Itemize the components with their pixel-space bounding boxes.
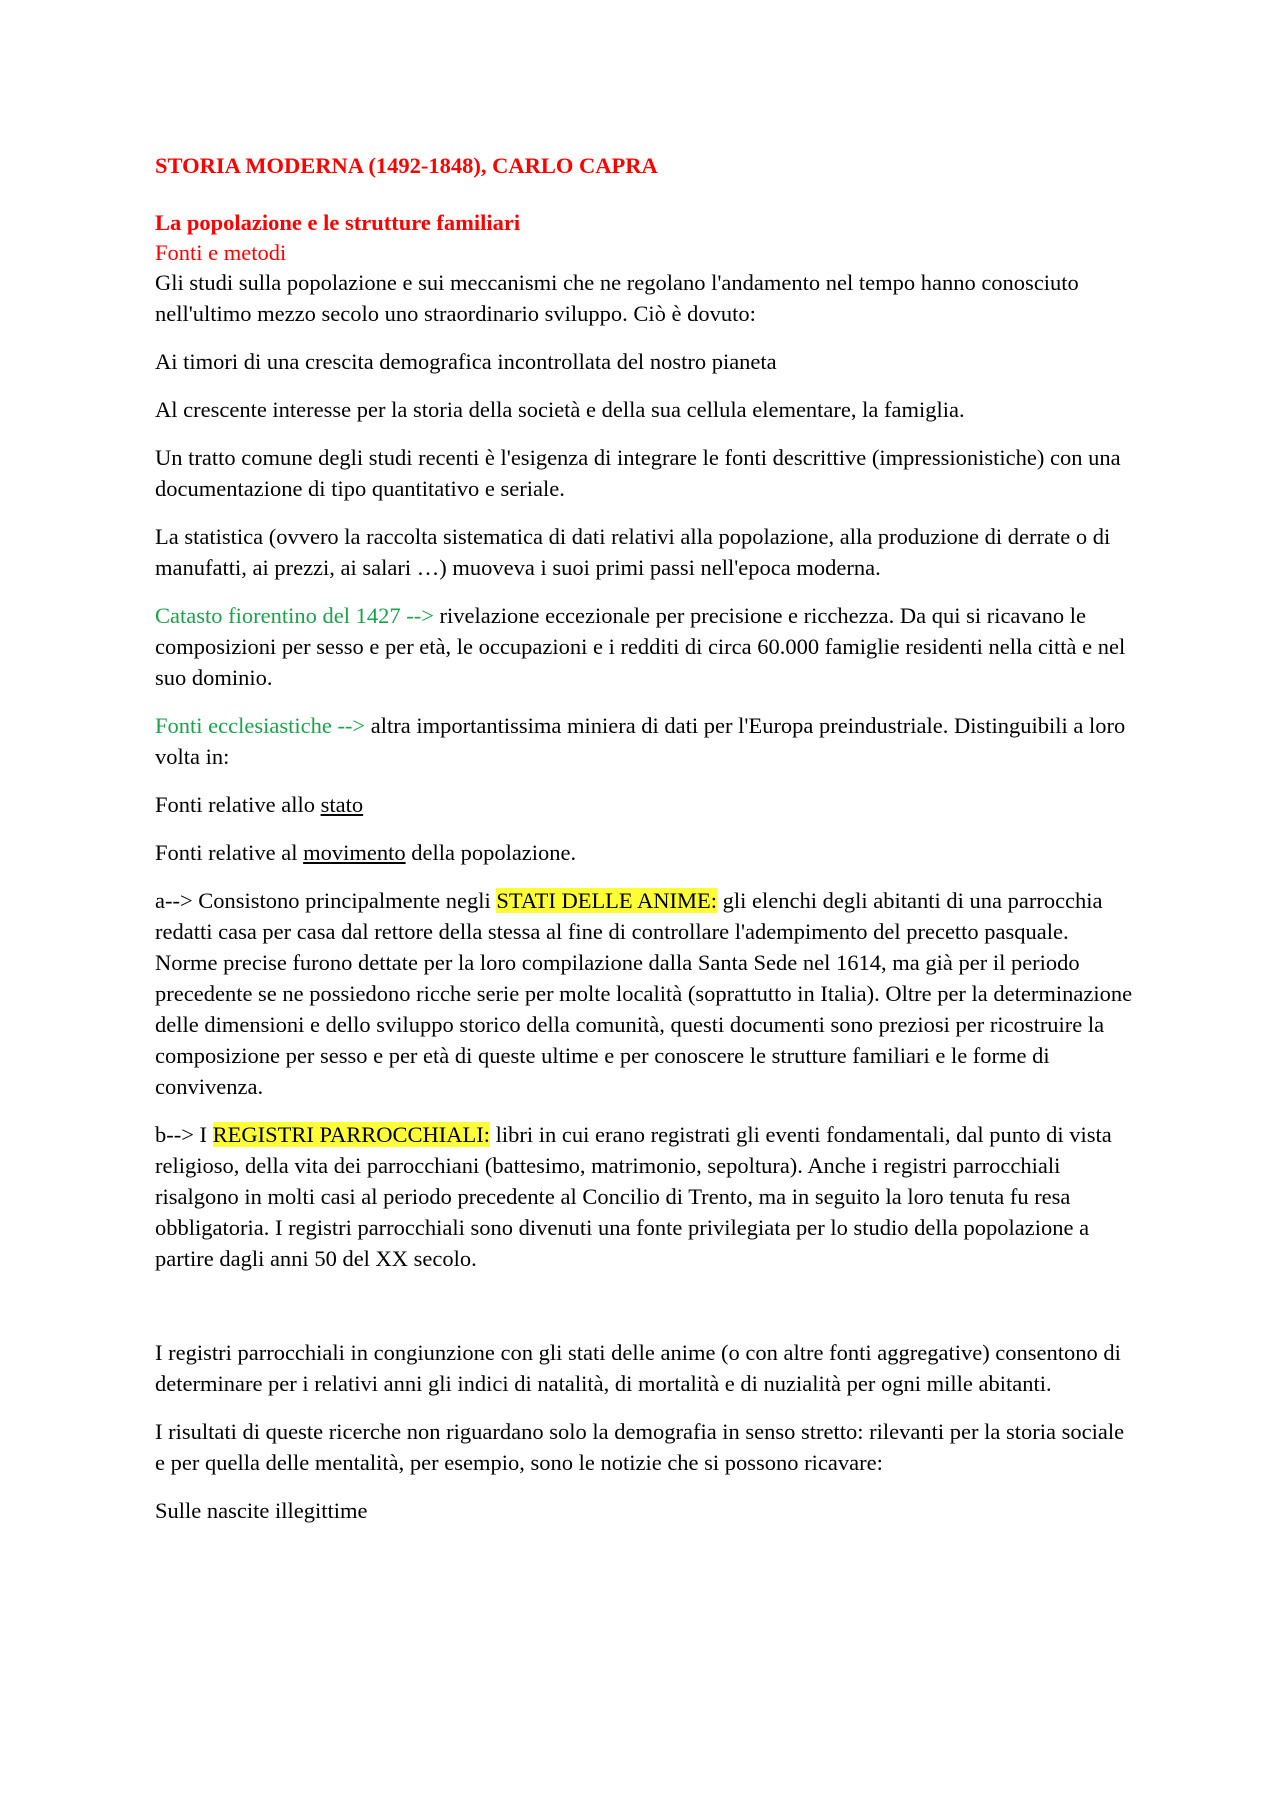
paragraph-registri bbox=[155, 1119, 1135, 1274]
registri-text: libri in cui erano registrati gli eventi fondamentali, dal punto di vista religioso, della vita dei parrocchiani (battesimo, matrimonio, sepoltura). Anche i registri parrocchiali risalgono in molti casi al periodo precedente al Concilio di Trento, ma in seguito la loro tenuta fu resa obbligatoria. I registri parrocchiali sono divenuti una fonte privilegiata per lo studio della popolazione a partire dagli anni 50 del XX secolo. bbox=[155, 1122, 1112, 1271]
paragraph-ecclesiastical bbox=[155, 710, 1135, 772]
paragraph-stati-anime bbox=[155, 885, 1135, 1102]
movimento-underlined: movimento bbox=[303, 840, 406, 865]
paragraph-risultati: I risultati di queste ricerche non riguardano solo la demografia in senso stretto: rilevanti per la storia sociale e per quella delle mentalità, per esempio, sono le notizie che si possono ricavare: bbox=[155, 1419, 1125, 1475]
document-title: STORIA MODERNA (1492-1848), CARLO CAPRA bbox=[155, 153, 658, 178]
registri-prefix: b--> I bbox=[155, 1122, 213, 1147]
paragraph-intro: Gli studi sulla popolazione e sui meccanismi che ne regolano l'andamento nel tempo hanno conosciuto nell'ultimo mezzo secolo uno straordinario sviluppo. Ciò è dovuto: bbox=[155, 270, 1079, 326]
stati-anime-prefix: a--> Consistono principalmente negli bbox=[155, 888, 497, 913]
term-catasto: Catasto fiorentino del 1427 --> bbox=[155, 603, 434, 628]
paragraph-stato bbox=[155, 789, 1135, 820]
stato-underlined: stato bbox=[320, 792, 364, 817]
paragraph-reason-2: Al crescente interesse per la storia della società e della sua cellula elementare, la famiglia. bbox=[155, 397, 965, 422]
stati-anime-text: gli elenchi degli abitanti di una parrocchia redatti casa per casa dal rettore della stessa al fine di controllare l'adempimento del precetto pasquale. Norme precise furono dettate per la loro compilazione dalla Santa Sede nel 1614, ma già per il periodo precedente se ne possiedono ricche serie per molte località (soprattutto in Italia). Oltre per la determinazione delle dimensioni e dello sviluppo storico della comunità, questi documenti sono preziosi per ricostruire la composizione per sesso e per età di queste ultime e per conoscere le strutture familiari e le forme di convivenza. bbox=[155, 888, 1133, 1099]
section-title: La popolazione e le strutture familiari bbox=[155, 210, 521, 235]
term-ecclesiastical: Fonti ecclesiastiche --> bbox=[155, 713, 366, 738]
paragraph-common-trait: Un tratto comune degli studi recenti è l'esigenza di integrare le fonti descrittive (impressionistiche) con una documentazione di tipo quantitativo e seriale. bbox=[155, 445, 1121, 501]
paragraph-movimento bbox=[155, 837, 1135, 868]
paragraph-indici: I registri parrocchiali in congiunzione con gli stati delle anime (o con altre fonti aggregative) consentono di determinare per i relativi anni gli indici di natalità, di mortalità e di nuzialità per ogni mille abitanti. bbox=[155, 1340, 1121, 1396]
paragraph-catasto bbox=[155, 600, 1135, 693]
ecclesiastical-text: altra importantissima miniera di dati per l'Europa preindustriale. Distinguibili a loro volta in: bbox=[155, 713, 1126, 769]
highlight-registri: REGISTRI PARROCCHIALI: bbox=[212, 1122, 490, 1147]
paragraph-nascite: Sulle nascite illegittime bbox=[155, 1498, 368, 1523]
stato-prefix: Fonti relative allo bbox=[155, 792, 321, 817]
paragraph-statistics: La statistica (ovvero la raccolta sistematica di dati relativi alla popolazione, alla produzione di derrate o di manufatti, ai prezzi, ai salari …) muoveva i suoi primi passi nell'epoca moderna. bbox=[155, 524, 1111, 580]
highlight-stati-anime: STATI DELLE ANIME: bbox=[496, 888, 718, 913]
movimento-suffix: della popolazione. bbox=[405, 840, 577, 865]
document-page bbox=[155, 150, 1135, 1543]
blank-line bbox=[155, 1291, 1135, 1337]
movimento-prefix: Fonti relative al bbox=[155, 840, 304, 865]
catasto-text: rivelazione eccezionale per precisione e ricchezza. Da qui si ricavano le composizioni per sesso e per età, le occupazioni e i redditi di circa 60.000 famiglie residenti nella città e nel suo dominio. bbox=[155, 603, 1126, 690]
subsection-title: Fonti e metodi bbox=[155, 240, 287, 265]
paragraph-reason-1: Ai timori di una crescita demografica incontrollata del nostro pianeta bbox=[155, 349, 777, 374]
